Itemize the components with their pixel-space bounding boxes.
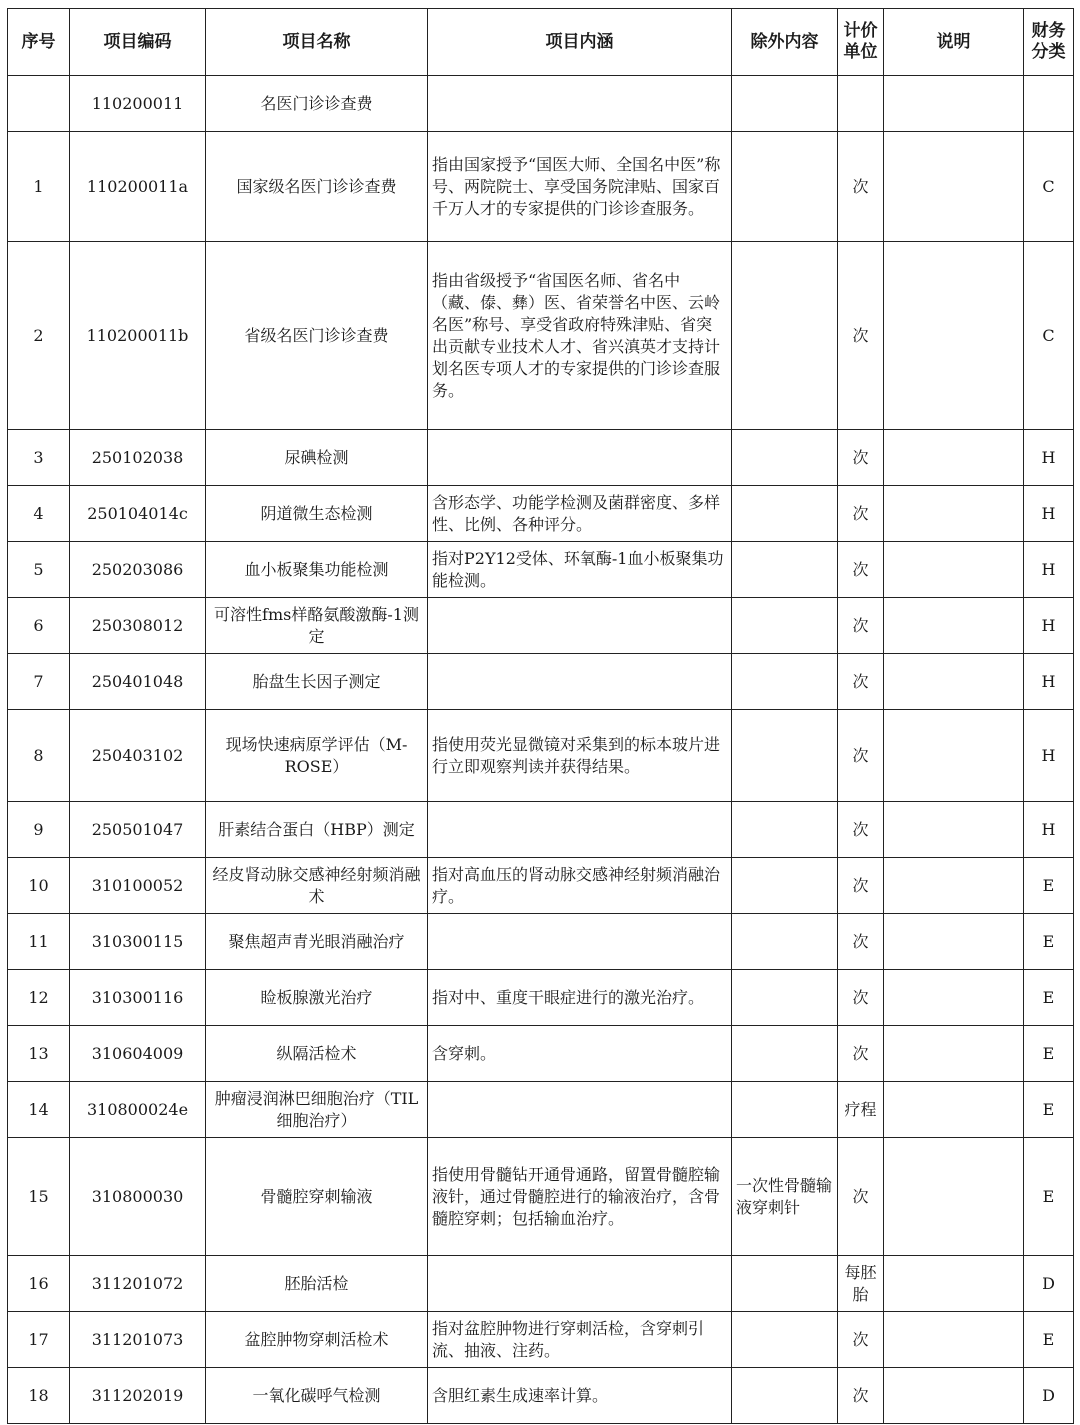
row-note: [884, 542, 1024, 598]
table-row: [8, 1312, 1074, 1368]
header-seq: 序号: [8, 9, 70, 76]
row-excluded: [732, 242, 838, 430]
row-seq: 14: [8, 1082, 70, 1138]
table-row: [8, 710, 1074, 802]
row-name: 省级名医门诊诊查费: [206, 242, 428, 430]
row-code: 250501047: [70, 802, 206, 858]
row-excluded: [732, 1312, 838, 1368]
header-category: 财务分类: [1024, 9, 1074, 76]
header-unit: 计价单位: [838, 9, 884, 76]
row-content: 含形态学、功能学检测及菌群密度、多样性、比例、各种评分。: [428, 486, 732, 542]
row-excluded: [732, 486, 838, 542]
row-unit: [838, 76, 884, 132]
row-category: E: [1024, 1026, 1074, 1082]
row-code: 311201072: [70, 1256, 206, 1312]
row-content: 含胆红素生成速率计算。: [428, 1368, 732, 1424]
row-excluded: [732, 710, 838, 802]
row-note: [884, 858, 1024, 914]
row-note: [884, 1082, 1024, 1138]
row-name: 睑板腺激光治疗: [206, 970, 428, 1026]
row-content: 指使用荧光显微镜对采集到的标本玻片进行立即观察判读并获得结果。: [428, 710, 732, 802]
row-unit: 次: [838, 858, 884, 914]
row-category: H: [1024, 486, 1074, 542]
row-unit: 次: [838, 1026, 884, 1082]
row-unit: 次: [838, 710, 884, 802]
row-category: E: [1024, 970, 1074, 1026]
row-name: 肝素结合蛋白（HBP）测定: [206, 802, 428, 858]
row-unit: 疗程: [838, 1082, 884, 1138]
row-unit: 次: [838, 242, 884, 430]
row-category: [1024, 76, 1074, 132]
row-name: 胚胎活检: [206, 1256, 428, 1312]
fee-items-table: [7, 8, 1074, 1424]
row-excluded: [732, 970, 838, 1026]
row-content: 指使用骨髓钻开通骨通路，留置骨髓腔输液针，通过骨髓腔进行的输液治疗，含骨髓腔穿刺；包括输血治疗。: [428, 1138, 732, 1256]
row-seq: 18: [8, 1368, 70, 1424]
row-content: 指由国家授予“国医大师、全国名中医”称号、两院院士、享受国务院津贴、国家百千万人才的专家提供的门诊诊查服务。: [428, 132, 732, 242]
row-code: 311201073: [70, 1312, 206, 1368]
row-code: 110200011b: [70, 242, 206, 430]
row-code: 310300115: [70, 914, 206, 970]
row-seq: 8: [8, 710, 70, 802]
table-row: [8, 1256, 1074, 1312]
row-note: [884, 914, 1024, 970]
row-seq: [8, 76, 70, 132]
row-note: [884, 1138, 1024, 1256]
row-note: [884, 486, 1024, 542]
row-name: 纵隔活检术: [206, 1026, 428, 1082]
table-row: [8, 486, 1074, 542]
row-name: 名医门诊诊查费: [206, 76, 428, 132]
row-excluded: [732, 76, 838, 132]
row-excluded: [732, 858, 838, 914]
row-category: C: [1024, 242, 1074, 430]
row-excluded: [732, 914, 838, 970]
table-row: [8, 132, 1074, 242]
table-row: [8, 242, 1074, 430]
row-name: 胎盘生长因子测定: [206, 654, 428, 710]
row-unit: 次: [838, 486, 884, 542]
row-code: 311202019: [70, 1368, 206, 1424]
row-seq: 13: [8, 1026, 70, 1082]
row-category: H: [1024, 802, 1074, 858]
table-row: [8, 1138, 1074, 1256]
header-excluded: 除外内容: [732, 9, 838, 76]
row-category: E: [1024, 1312, 1074, 1368]
row-seq: 9: [8, 802, 70, 858]
header-name: 项目名称: [206, 9, 428, 76]
row-unit: 次: [838, 914, 884, 970]
row-excluded: [732, 542, 838, 598]
row-code: 110200011: [70, 76, 206, 132]
row-seq: 2: [8, 242, 70, 430]
row-note: [884, 76, 1024, 132]
row-category: H: [1024, 542, 1074, 598]
row-content: 指对P2Y12受体、环氧酶-1血小板聚集功能检测。: [428, 542, 732, 598]
row-name: 血小板聚集功能检测: [206, 542, 428, 598]
row-unit: 次: [838, 970, 884, 1026]
table-row: [8, 858, 1074, 914]
row-content: [428, 430, 732, 486]
row-excluded: [732, 1026, 838, 1082]
table-row: [8, 654, 1074, 710]
row-category: C: [1024, 132, 1074, 242]
row-seq: 12: [8, 970, 70, 1026]
row-content: [428, 76, 732, 132]
row-content: 指由省级授予“省国医名师、省名中（藏、傣、彝）医、省荣誉名中医、云岭名医”称号、享受省政府特殊津贴、省突出贡献专业技术人才、省兴滇英才支持计划名医专项人才的专家提供的门诊诊查服务。: [428, 242, 732, 430]
row-content: 指对高血压的肾动脉交感神经射频消融治疗。: [428, 858, 732, 914]
row-excluded: [732, 430, 838, 486]
row-name: 聚焦超声青光眼消融治疗: [206, 914, 428, 970]
row-content: [428, 598, 732, 654]
row-note: [884, 430, 1024, 486]
table-row: [8, 914, 1074, 970]
row-category: E: [1024, 858, 1074, 914]
row-note: [884, 710, 1024, 802]
table-body: [8, 76, 1074, 1424]
row-category: D: [1024, 1256, 1074, 1312]
row-note: [884, 970, 1024, 1026]
table-row: [8, 430, 1074, 486]
row-unit: 次: [838, 430, 884, 486]
row-code: 310300116: [70, 970, 206, 1026]
row-category: H: [1024, 710, 1074, 802]
table-row: [8, 1368, 1074, 1424]
row-code: 310604009: [70, 1026, 206, 1082]
row-category: H: [1024, 654, 1074, 710]
row-note: [884, 654, 1024, 710]
row-seq: 3: [8, 430, 70, 486]
table-row: [8, 542, 1074, 598]
row-code: 110200011a: [70, 132, 206, 242]
row-seq: 16: [8, 1256, 70, 1312]
row-content: 含穿刺。: [428, 1026, 732, 1082]
row-seq: 7: [8, 654, 70, 710]
row-name: 阴道微生态检测: [206, 486, 428, 542]
row-note: [884, 598, 1024, 654]
row-code: 310800024e: [70, 1082, 206, 1138]
row-code: 310800030: [70, 1138, 206, 1256]
row-note: [884, 802, 1024, 858]
row-seq: 4: [8, 486, 70, 542]
row-excluded: [732, 1256, 838, 1312]
table-row: [8, 970, 1074, 1026]
row-category: E: [1024, 1138, 1074, 1256]
row-seq: 1: [8, 132, 70, 242]
row-excluded: [732, 132, 838, 242]
header-note: 说明: [884, 9, 1024, 76]
row-content: [428, 914, 732, 970]
row-excluded: [732, 1082, 838, 1138]
row-category: H: [1024, 598, 1074, 654]
row-code: 250401048: [70, 654, 206, 710]
row-seq: 11: [8, 914, 70, 970]
header-code: 项目编码: [70, 9, 206, 76]
row-name: 现场快速病原学评估（M-ROSE）: [206, 710, 428, 802]
table-row: [8, 1082, 1074, 1138]
row-note: [884, 242, 1024, 430]
row-seq: 6: [8, 598, 70, 654]
row-name: 盆腔肿物穿刺活检术: [206, 1312, 428, 1368]
row-code: 250403102: [70, 710, 206, 802]
row-content: 指对盆腔肿物进行穿刺活检，含穿刺引流、抽液、注药。: [428, 1312, 732, 1368]
row-unit: 次: [838, 654, 884, 710]
row-content: [428, 654, 732, 710]
row-excluded: [732, 654, 838, 710]
row-unit: 次: [838, 1368, 884, 1424]
row-name: 肿瘤浸润淋巴细胞治疗（TIL细胞治疗）: [206, 1082, 428, 1138]
row-content: [428, 802, 732, 858]
row-content: 指对中、重度干眼症进行的激光治疗。: [428, 970, 732, 1026]
row-unit: 次: [838, 802, 884, 858]
row-unit: 次: [838, 1312, 884, 1368]
row-unit: 次: [838, 1138, 884, 1256]
row-name: 尿碘检测: [206, 430, 428, 486]
table-row: [8, 598, 1074, 654]
header-row: [8, 9, 1074, 76]
row-category: E: [1024, 1082, 1074, 1138]
row-name: 一氧化碳呼气检测: [206, 1368, 428, 1424]
row-name: 国家级名医门诊诊查费: [206, 132, 428, 242]
row-code: 250102038: [70, 430, 206, 486]
row-content: [428, 1256, 732, 1312]
row-excluded: [732, 1368, 838, 1424]
row-unit: 次: [838, 132, 884, 242]
row-note: [884, 132, 1024, 242]
row-name: 骨髓腔穿刺输液: [206, 1138, 428, 1256]
row-category: H: [1024, 430, 1074, 486]
row-seq: 10: [8, 858, 70, 914]
table-row: [8, 76, 1074, 132]
row-unit: 每胚胎: [838, 1256, 884, 1312]
table-row: [8, 802, 1074, 858]
row-code: 310100052: [70, 858, 206, 914]
row-seq: 15: [8, 1138, 70, 1256]
row-content: [428, 1082, 732, 1138]
row-code: 250308012: [70, 598, 206, 654]
row-note: [884, 1368, 1024, 1424]
row-unit: 次: [838, 598, 884, 654]
row-note: [884, 1026, 1024, 1082]
row-code: 250104014c: [70, 486, 206, 542]
header-content: 项目内涵: [428, 9, 732, 76]
row-seq: 17: [8, 1312, 70, 1368]
row-note: [884, 1256, 1024, 1312]
row-code: 250203086: [70, 542, 206, 598]
row-note: [884, 1312, 1024, 1368]
row-seq: 5: [8, 542, 70, 598]
row-excluded: [732, 802, 838, 858]
row-name: 经皮肾动脉交感神经射频消融术: [206, 858, 428, 914]
row-excluded: [732, 598, 838, 654]
row-unit: 次: [838, 542, 884, 598]
row-category: D: [1024, 1368, 1074, 1424]
row-excluded: 一次性骨髓输液穿刺针: [732, 1138, 838, 1256]
row-category: E: [1024, 914, 1074, 970]
row-name: 可溶性fms样酪氨酸激酶-1测定: [206, 598, 428, 654]
table-row: [8, 1026, 1074, 1082]
